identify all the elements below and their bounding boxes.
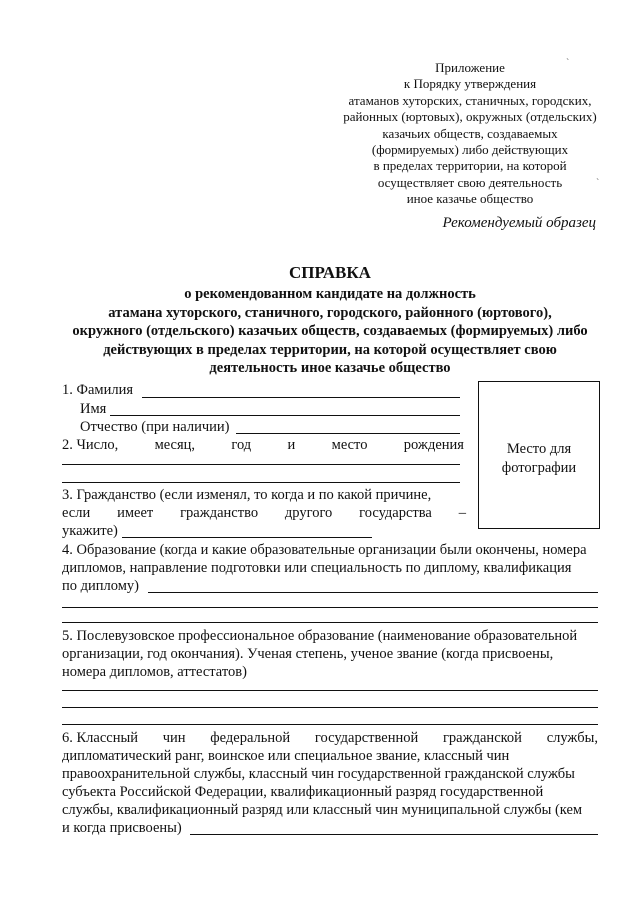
rank-word: федеральной	[210, 730, 291, 746]
subtitle-line: деятельность иное казачье общество	[209, 360, 451, 377]
citizenship-word: если	[62, 505, 91, 521]
postgrad-input-line[interactable]	[62, 690, 598, 691]
appendix-line: иное казачье общество	[406, 191, 534, 207]
rank-label	[62, 729, 598, 747]
education-label: 4. Образование (когда и какие образовательные организации были окончены, номера	[62, 542, 587, 558]
citizenship-label-line3: укажите)	[62, 523, 118, 539]
citizenship-word: –	[458, 505, 466, 521]
rank-word: чин	[162, 730, 186, 746]
scan-mark: ˋ	[566, 58, 570, 69]
appendix-line: районных (юртовых), окружных (отдельских)	[343, 109, 597, 125]
rank-input-line[interactable]	[190, 834, 598, 835]
citizenship-word: государства	[359, 505, 432, 521]
patronymic-input-line[interactable]	[236, 433, 460, 434]
appendix-line: Приложение	[435, 60, 505, 75]
rank-label-line: субъекта Российской Федерации, квалификационный разряд государственной	[62, 784, 544, 800]
photo-placeholder-text	[479, 440, 599, 478]
surname-label: 1. Фамилия	[62, 382, 133, 398]
rank-word: гражданской	[442, 730, 522, 746]
birth-input-line[interactable]	[62, 482, 460, 483]
education-input-line[interactable]	[62, 622, 598, 623]
citizenship-input-line[interactable]	[122, 537, 372, 538]
birth-word: год	[231, 437, 252, 453]
rank-label-line: службы, квалификационный разряд или классный чин муниципальной службы (кем	[62, 802, 583, 818]
birth-word: рождения	[403, 437, 464, 453]
document-title: СПРАВКА	[289, 263, 371, 282]
education-input-line[interactable]	[148, 592, 598, 593]
birth-word: 2. Число,	[62, 437, 119, 453]
birth-word: месяц,	[154, 437, 196, 453]
subtitle-line: действующих в пределах территории, на которой осуществляет свою	[103, 341, 557, 358]
appendix-line: осуществляет свою деятельность	[377, 174, 563, 190]
citizenship-word: имеет	[117, 505, 154, 521]
education-input-line[interactable]	[62, 607, 598, 608]
document-subtitle	[55, 285, 605, 378]
patronymic-label: Отчество (при наличии)	[80, 419, 230, 435]
name-label: Имя	[80, 401, 107, 417]
appendix-line: к Порядку утверждения	[403, 76, 537, 92]
citizenship-word: гражданство	[180, 505, 259, 521]
citizenship-label: 3. Гражданство (если изменял, то когда и по какой причине,	[62, 487, 432, 503]
education-label-line: по диплому)	[62, 578, 139, 594]
photo-placeholder-line: Место для	[506, 441, 572, 457]
appendix-line: атаманов хуторских, станичных, городских,	[348, 92, 592, 108]
rank-label-line: дипломатический ранг, воинское или специальное звание, классный чин	[62, 748, 510, 764]
birth-input-line[interactable]	[62, 464, 460, 465]
rank-label-line: правоохранительной службы, классный чин государственной гражданской службы	[62, 766, 575, 782]
citizenship-label-line2	[62, 504, 466, 522]
birth-word: место	[331, 437, 368, 453]
rank-label-line: и когда присвоены)	[62, 820, 182, 836]
subtitle-line: атамана хуторского, станичного, городского, районного (юртового),	[108, 304, 552, 321]
citizenship-word: другого	[284, 505, 333, 521]
recommended-sample-label: Рекомендуемый образец	[442, 215, 596, 231]
education-label-line: дипломов, направление подготовки или специальность по диплому, квалификация	[62, 560, 572, 576]
appendix-header	[340, 60, 600, 208]
postgrad-input-line[interactable]	[62, 707, 598, 708]
rank-word: службы,	[546, 730, 598, 746]
appendix-line: в пределах территории, на которой	[373, 158, 567, 174]
surname-input-line[interactable]	[142, 397, 460, 398]
postgrad-label: 5. Послевузовское профессиональное образование (наименование образовательной	[62, 628, 578, 644]
rank-word: 6. Классный	[62, 730, 138, 746]
postgrad-input-line[interactable]	[62, 724, 598, 725]
scan-mark: ˋ	[596, 178, 600, 189]
appendix-line: казачьих обществ, создаваемых	[382, 125, 558, 141]
name-input-line[interactable]	[110, 415, 460, 416]
subtitle-line: о рекомендованном кандидате на должность	[184, 286, 476, 302]
photo-placeholder-box	[478, 381, 600, 529]
birth-word: и	[287, 437, 296, 453]
photo-placeholder-line: фотографии	[501, 460, 577, 476]
postgrad-label-line: номера дипломов, аттестатов)	[62, 664, 247, 680]
postgrad-label-line: организации, год окончания). Ученая степень, ученое звание (когда присвоены,	[62, 646, 554, 662]
appendix-line: (формируемых) либо действующих	[371, 142, 569, 158]
subtitle-line: окружного (отдельского) казачьих обществ, создаваемых (формируемых) либо	[72, 323, 588, 340]
birth-label	[62, 436, 464, 454]
rank-word: государственной	[314, 730, 419, 746]
